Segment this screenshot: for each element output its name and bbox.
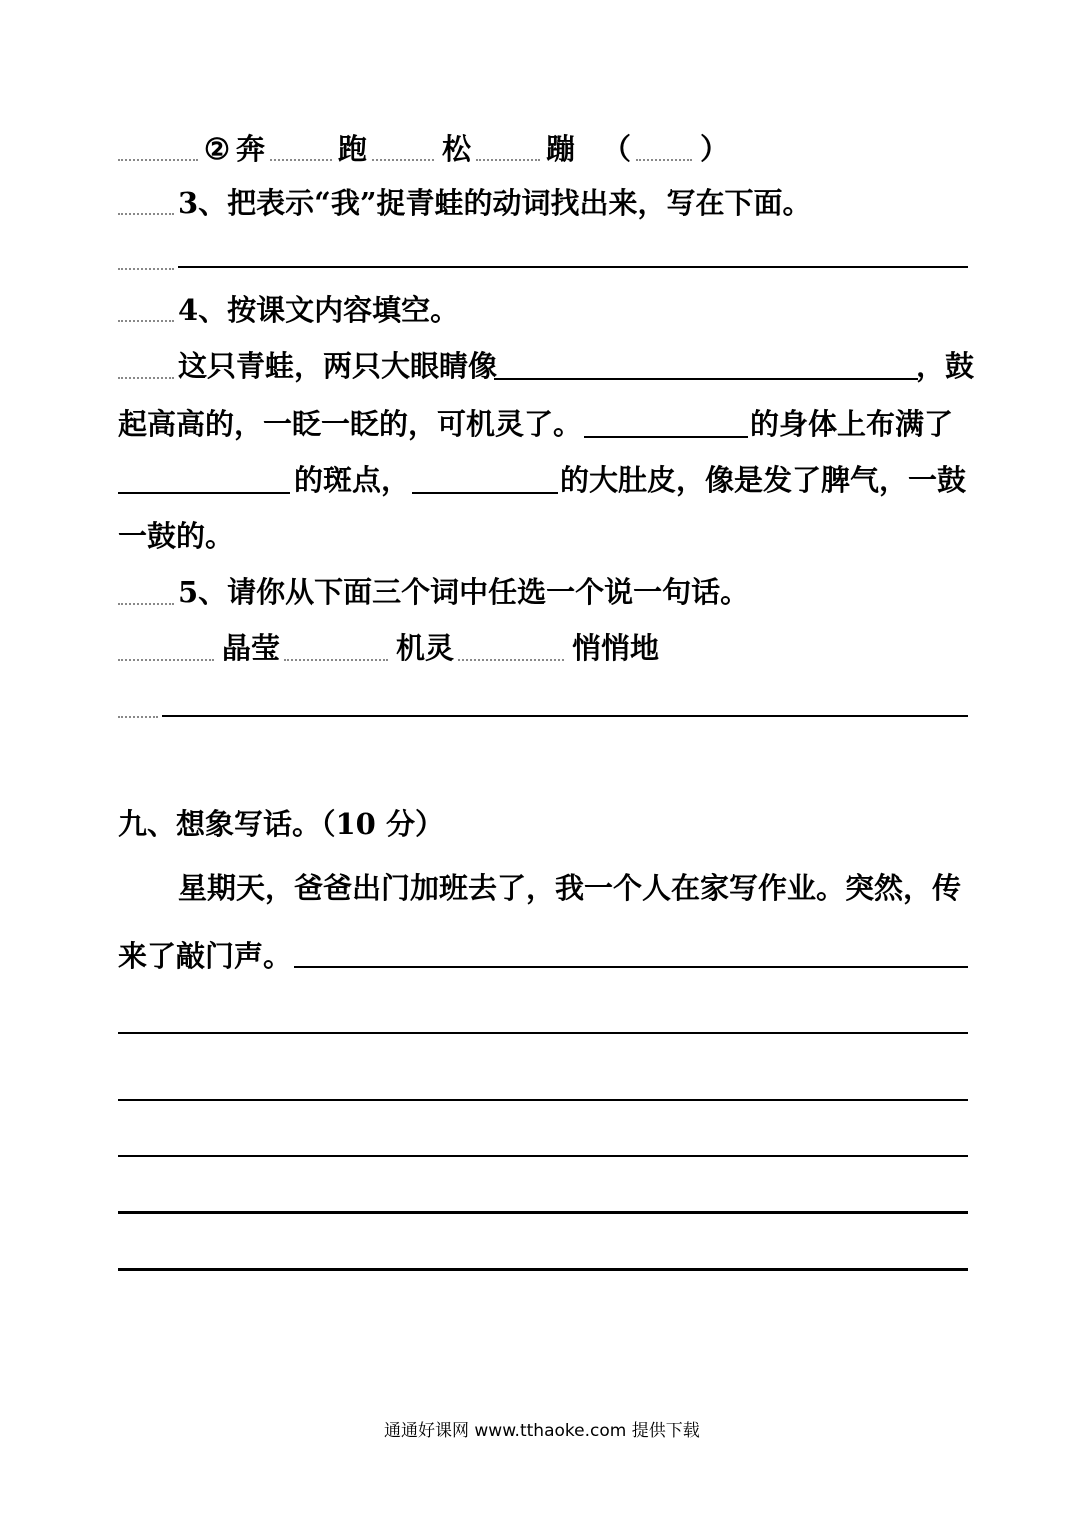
word-beng: 蹦	[546, 132, 576, 166]
q4-blank-1[interactable]	[494, 378, 918, 380]
q4-blank-4[interactable]	[412, 492, 558, 494]
leader-dots	[458, 657, 564, 661]
q4-prompt: 4、按课文内容填空。	[178, 293, 460, 327]
writing-line-4[interactable]	[118, 1155, 968, 1157]
q4-blank-2[interactable]	[584, 436, 748, 438]
q5-prompt: 5、请你从下面三个词中任选一个说一句话。	[178, 575, 750, 609]
word-song: 松	[442, 132, 472, 166]
leader-dots	[118, 157, 198, 161]
q5-word-1: 晶莹	[222, 631, 281, 665]
leader-dots	[118, 266, 174, 270]
q3-answer-line[interactable]	[178, 266, 968, 268]
leader-dots	[118, 211, 174, 215]
q4-line2-end: 的身体上布满了	[750, 407, 954, 441]
paren-open: （	[602, 132, 632, 166]
item-marker: ②	[204, 132, 230, 166]
answer-blank[interactable]	[636, 157, 692, 161]
section9-line2-start: 来了敲门声。	[118, 939, 293, 973]
section9-heading: 九、想象写话。（10 分）	[118, 807, 444, 841]
q5-word-2: 机灵	[396, 631, 455, 665]
writing-line-5[interactable]	[118, 1211, 968, 1214]
writing-line-1[interactable]	[294, 966, 968, 968]
leader-dots	[284, 657, 388, 661]
leader-dots	[118, 375, 174, 379]
q4-line3-mid: 的斑点，	[294, 463, 411, 497]
footer-text: 通通好课网 www.tthaoke.com 提供下载	[384, 1421, 700, 1441]
leader-dots	[118, 601, 174, 605]
q5-answer-line[interactable]	[162, 715, 968, 717]
leader-dots	[476, 157, 540, 161]
writing-line-6[interactable]	[118, 1268, 968, 1271]
writing-line-2[interactable]	[118, 1032, 968, 1034]
leader-dots	[372, 157, 434, 161]
section9-line1: 星期天，爸爸出门加班去了，我一个人在家写作业。突然，传	[178, 871, 962, 905]
word-ben: 奔	[236, 132, 266, 166]
leader-dots	[118, 318, 174, 322]
paren-close: ）	[700, 132, 730, 166]
q4-blank-3[interactable]	[118, 492, 290, 494]
q3-text: 3、把表示“我”捉青蛙的动词找出来，写在下面。	[178, 186, 812, 220]
leader-dots	[270, 157, 332, 161]
q4-line2-start: 起高高的，一眨一眨的，可机灵了。	[118, 407, 583, 441]
q4-line1-start: 这只青蛙，两只大眼睛像	[178, 349, 498, 383]
writing-line-3[interactable]	[118, 1099, 968, 1101]
q4-line4: 一鼓的。	[118, 519, 235, 553]
q4-line3-end: 的大肚皮，像是发了脾气，一鼓	[560, 463, 967, 497]
leader-dots	[118, 714, 158, 718]
leader-dots	[118, 657, 214, 661]
q4-line1-end: ，鼓	[916, 349, 975, 383]
word-pao: 跑	[338, 132, 368, 166]
q5-word-3: 悄悄地	[572, 631, 660, 665]
